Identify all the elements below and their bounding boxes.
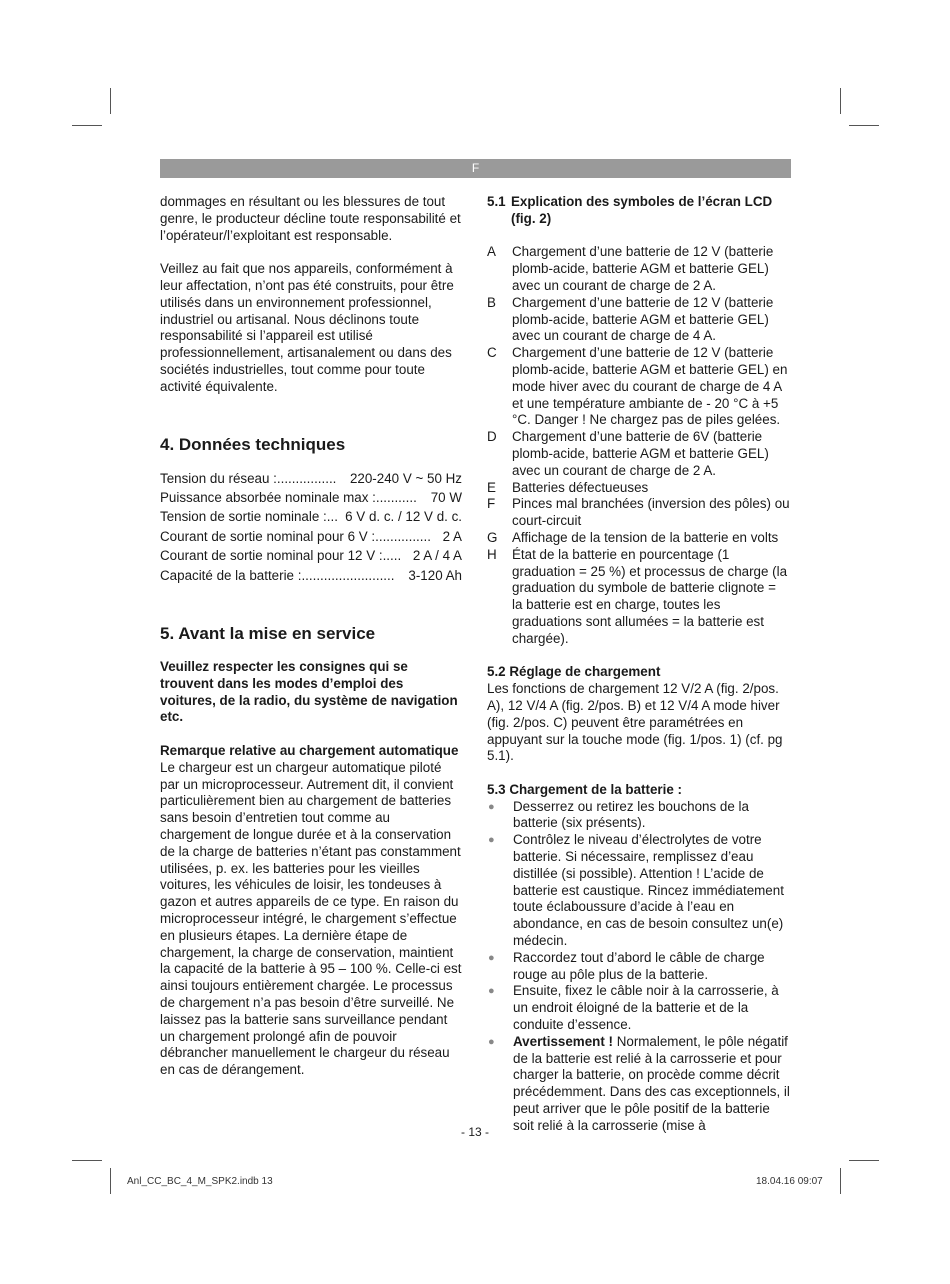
tech-row bbox=[160, 527, 462, 546]
symbol-item bbox=[487, 480, 790, 497]
remarque-text: Le chargeur est un chargeur automatique piloté par un microprocesseur. Autrement dit, il convient particulièrement bien au chargement de batteries sans besoin d’entretien tout comme au chargement de longue durée et à la conservation de la charge de batteries n’étant pas constamment utilisées, p. ex. les batteries pour les vieilles voitures, les véhicules de loisir, les tondeuses à gazon et autres appareils de ce type. En raison du microprocesseur intégré, le chargement s’effectue en plusieurs étapes. La dernière étape de chargement, la charge de conservation, maintient la capacité de la batterie à 95 – 100 %. Celle-ci est ainsi toujours entièrement chargée. Le processus de chargement n’a pas besoin d’être surveillé. Ne laissez pas la batterie sans surveillance pendant un chargement prolongé afin de pouvoir débrancher manuellement le chargeur du réseau en cas de dérangement. bbox=[160, 759, 462, 1078]
bullet-icon: ● bbox=[488, 951, 495, 964]
usage-paragraph: Veillez au fait que nos appareils, conformément à leur affectation, n’ont pas été construits, pour être utilisés dans un environnement professionnel, industriel ou artisanal. Nous déclinons toute responsabilité si l’appareil est utilisé professionnellement, artisanalement ou dans des sociétés industrielles, tout comme pour toute activité équivalente. bbox=[160, 261, 454, 394]
tech-dots: ........... bbox=[375, 489, 417, 505]
crop-mark bbox=[840, 88, 841, 114]
tech-heading: 4. Données techniques bbox=[160, 434, 346, 454]
tech-row bbox=[160, 488, 462, 507]
tech-row bbox=[160, 546, 462, 565]
bullet-icon: ● bbox=[488, 800, 495, 813]
bullet-body: Raccordez tout d’abord le câble de charge rouge au pôle plus de la batterie. bbox=[513, 949, 765, 982]
consignes-text: Veuillez respecter les consignes qui se trouvent dans les modes d’emploi des voitures, de la radio, du système de navigation etc. bbox=[160, 659, 458, 725]
language-bar bbox=[160, 159, 791, 178]
symbol-letter: B bbox=[487, 294, 496, 310]
crop-mark bbox=[110, 88, 111, 114]
section-title: Explication des symboles de l’écran LCD (fig. 2) bbox=[511, 194, 773, 226]
tech-dots: ................ bbox=[276, 470, 337, 486]
section-5-3-title: 5.3 Chargement de la batterie : bbox=[487, 781, 682, 797]
tech-table bbox=[160, 469, 462, 585]
right-column bbox=[487, 194, 790, 1135]
symbol-item bbox=[487, 345, 790, 429]
intro-paragraph: dommages en résultant ou les blessures de tout genre, le producteur décline toute responsabilité et l’opérateur/l’exploitant est responsable. bbox=[160, 194, 461, 243]
tech-label: Tension du réseau : bbox=[160, 470, 277, 486]
symbol-description: Affichage de la tension de la batterie en volts bbox=[512, 529, 779, 545]
footer-date: 18.04.16 09:07 bbox=[756, 1176, 823, 1187]
tech-row bbox=[160, 507, 462, 526]
tech-dots: ............... bbox=[375, 528, 431, 544]
symbol-letter: G bbox=[487, 529, 498, 545]
bullet-item bbox=[487, 950, 790, 984]
symbol-letter: H bbox=[487, 546, 497, 562]
bullet-item bbox=[487, 799, 790, 833]
language-code: F bbox=[471, 161, 480, 175]
section-5-2-title: 5.2 Réglage de chargement bbox=[487, 664, 661, 680]
tech-label: Courant de sortie nominal pour 12 V : bbox=[160, 548, 383, 564]
symbol-item bbox=[487, 244, 790, 294]
symbol-item bbox=[487, 547, 790, 648]
section-5-2-text: Les fonctions de chargement 12 V/2 A (fig. 2/pos. A), 12 V/4 A (fig. 2/pos. B) et 12 V/4 A mode hiver (fig. 2/pos. C) peuvent être paramétrées en appuyant sur la touche mode (fig. 1/pos. 1) (cf. pg 5.1). bbox=[487, 681, 783, 764]
bullet-icon: ● bbox=[488, 1035, 495, 1048]
tech-label: Courant de sortie nominal pour 6 V : bbox=[160, 528, 376, 544]
symbol-item bbox=[487, 295, 790, 345]
bullet-item bbox=[487, 1034, 790, 1135]
crop-mark bbox=[849, 1160, 879, 1161]
bullet-icon: ● bbox=[488, 985, 495, 998]
tech-value: 220-240 V ~ 50 Hz bbox=[349, 470, 462, 486]
symbol-item bbox=[487, 429, 790, 479]
tech-value: 2 A bbox=[442, 528, 462, 544]
tech-value: 6 V d. c. / 12 V d. c. bbox=[345, 509, 462, 525]
crop-mark bbox=[849, 125, 879, 126]
remarque-title: Remarque relative au chargement automatique bbox=[160, 742, 459, 758]
symbols-list bbox=[487, 244, 790, 647]
bullet-text bbox=[513, 832, 790, 950]
bullet-item bbox=[487, 832, 790, 950]
bullet-body: Contrôlez le niveau d’électrolytes de votre batterie. Si nécessaire, remplissez d’eau distillée (si possible). Attention ! L’acide de batterie est caustique. Rincez immédiatement toute éclaboussure d’acide à l’eau en abondance, en cas de besoin consultez un(e) médecin. bbox=[513, 832, 784, 949]
crop-mark bbox=[110, 1168, 111, 1194]
bullet-icon: ● bbox=[488, 834, 495, 847]
tech-value: 70 W bbox=[430, 489, 462, 505]
crop-mark bbox=[72, 1160, 102, 1161]
tech-dots: ... bbox=[326, 509, 338, 525]
bullet-body: Desserrez ou retirez les bouchons de la batterie (six présents). bbox=[513, 798, 749, 831]
crop-mark bbox=[72, 125, 102, 126]
footer-file: Anl_CC_BC_4_M_SPK2.indb 13 bbox=[127, 1176, 273, 1187]
crop-mark bbox=[840, 1168, 841, 1194]
bullet-text bbox=[513, 950, 790, 984]
service-heading: 5. Avant la mise en service bbox=[160, 624, 376, 643]
bullet-text bbox=[513, 799, 790, 833]
tech-dots: ......................... bbox=[301, 567, 395, 583]
section-number: 5.1 bbox=[487, 194, 506, 209]
tech-row bbox=[160, 469, 462, 488]
symbol-letter: D bbox=[487, 429, 497, 445]
symbol-description: Chargement d’une batterie de 6V (batterie plomb-acide, batterie AGM et batterie GEL) avec un courant de charge de 2 A. bbox=[512, 429, 769, 478]
symbol-item bbox=[487, 530, 790, 547]
symbol-item bbox=[487, 496, 790, 530]
symbol-description: Chargement d’une batterie de 12 V (batterie plomb-acide, batterie AGM et batterie GEL) avec un courant de charge de 4 A. bbox=[512, 294, 774, 344]
tech-dots: ..... bbox=[382, 548, 402, 564]
bullet-text bbox=[513, 1034, 790, 1135]
bullet-body: Ensuite, fixez le câble noir à la carrosserie, à un endroit éloigné de la batterie et de la conduite d’essence. bbox=[513, 983, 779, 1033]
bullet-bold-lead: Avertissement ! bbox=[513, 1033, 613, 1049]
symbol-letter: E bbox=[487, 479, 496, 495]
symbol-letter: F bbox=[487, 496, 496, 512]
bullet-text bbox=[513, 983, 790, 1033]
bullet-item bbox=[487, 983, 790, 1033]
tech-value: 2 A / 4 A bbox=[412, 548, 462, 564]
page-number: - 13 - bbox=[460, 1125, 489, 1139]
tech-value: 3-120 Ah bbox=[408, 567, 462, 583]
symbol-description: Chargement d’une batterie de 12 V (batterie plomb-acide, batterie AGM et batterie GEL) avec un courant de charge de 2 A. bbox=[512, 244, 774, 293]
symbol-description: État de la batterie en pourcentage (1 graduation = 25 %) et processus de charge (la graduation du symbole de batterie clignote = la batterie est en charge, toutes les graduations sont allumées = la batterie est chargée). bbox=[512, 546, 788, 646]
bullet-body: Normalement, le pôle négatif de la batterie est relié à la carrosserie et pour charger la batterie, on procède comme décrit précédemment. Dans des cas exceptionnels, il peut arriver que le pôle positif de la batterie soit relié à la carrosserie (mise à bbox=[513, 1033, 790, 1133]
symbol-letter: A bbox=[487, 244, 496, 260]
tech-label: Capacité de la batterie : bbox=[160, 567, 302, 583]
bullets-list bbox=[487, 799, 790, 1135]
tech-label: Puissance absorbée nominale max : bbox=[160, 489, 376, 505]
symbol-letter: C bbox=[487, 345, 497, 361]
symbol-description: Chargement d’une batterie de 12 V (batterie plomb-acide, batterie AGM et batterie GEL) en mode hiver avec du courant de charge de 4 A et une température ambiante de - 20 °C à +5 °C. Danger ! Ne chargez pas de piles gelées. bbox=[512, 345, 788, 428]
tech-label: Tension de sortie nominale : bbox=[160, 509, 327, 525]
tech-row bbox=[160, 566, 462, 585]
symbol-description: Batteries défectueuses bbox=[512, 479, 649, 495]
left-column bbox=[160, 194, 462, 1079]
symbol-description: Pinces mal branchées (inversion des pôles) ou court-circuit bbox=[512, 496, 790, 529]
section-5-1-title bbox=[487, 194, 790, 228]
